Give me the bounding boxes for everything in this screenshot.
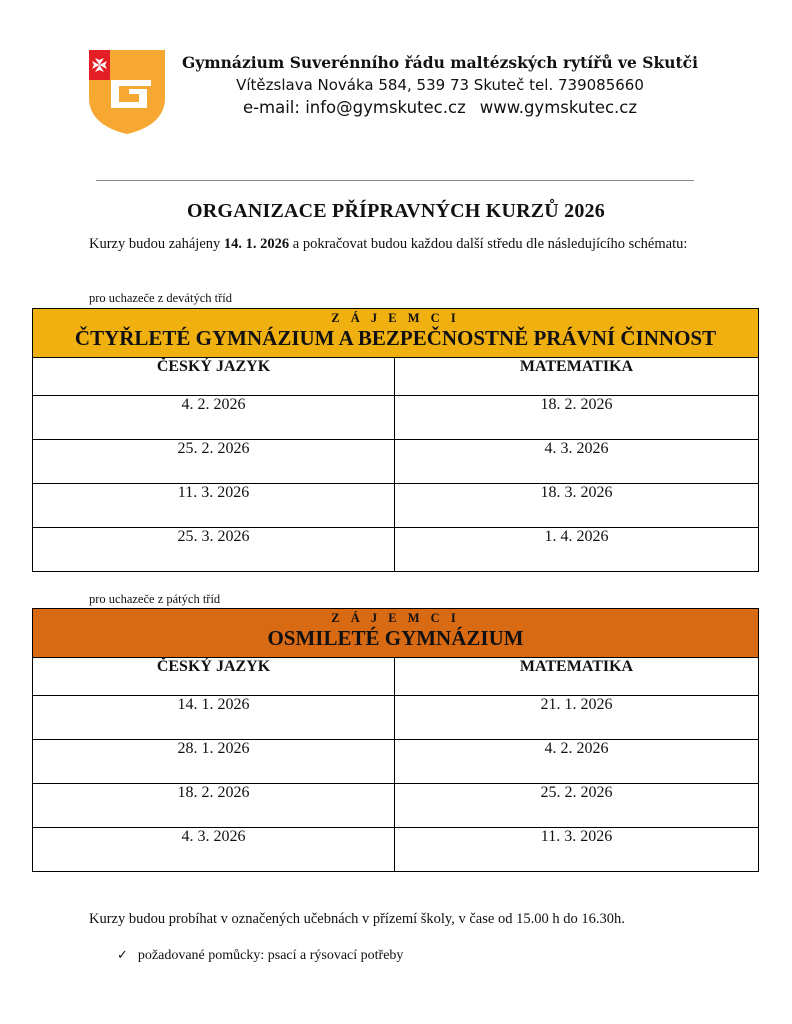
date-czech: 28. 1. 2026 <box>33 740 395 784</box>
date-math: 18. 2. 2026 <box>395 396 759 440</box>
group-label-fifth-grade: pro uchazeče z pátých tříd <box>89 592 221 606</box>
table-row <box>33 784 759 828</box>
date-czech: 11. 3. 2026 <box>33 484 395 528</box>
list-item <box>117 948 403 964</box>
table-header-row <box>33 609 759 658</box>
table-row <box>33 696 759 740</box>
table-row <box>33 740 759 784</box>
table-row <box>33 396 759 440</box>
date-math: 18. 3. 2026 <box>395 484 759 528</box>
date-czech: 4. 2. 2026 <box>33 396 395 440</box>
date-math: 25. 2. 2026 <box>395 784 759 828</box>
programme-name: OSMILETÉ GYMNÁZIUM <box>267 626 524 650</box>
date-math: 11. 3. 2026 <box>395 828 759 872</box>
table-row <box>33 484 759 528</box>
school-name: Gymnázium Suverénního řádu maltézských rytířů ve Skutči <box>182 53 698 72</box>
subject-math: MATEMATIKA <box>395 358 759 396</box>
school-address: Vítězslava Nováka 584, 539 73 Skuteč tel. 739085660 <box>236 76 644 94</box>
date-math: 4. 3. 2026 <box>395 440 759 484</box>
programme-header <box>33 609 759 658</box>
table-row <box>33 828 759 872</box>
contact-line <box>180 96 700 120</box>
programme-name: ČTYŘLETÉ GYMNÁZIUM A BEZPEČNOSTNĚ PRÁVNÍ ČINNOST <box>74 326 717 350</box>
date-czech: 25. 2. 2026 <box>33 440 395 484</box>
date-czech: 4. 3. 2026 <box>33 828 395 872</box>
intro-start-date: 14. 1. 2026 <box>223 236 290 252</box>
schedule-table-eight-year <box>32 608 759 872</box>
page-title: ORGANIZACE PŘÍPRAVNÝCH KURZŮ 2026 <box>187 200 605 222</box>
table-header-row <box>33 309 759 358</box>
interest-label: Z Á J E M C I <box>331 311 460 325</box>
subject-row <box>33 658 759 696</box>
subject-czech: ČESKÝ JAZYK <box>33 358 395 396</box>
schedule-table-four-year <box>32 308 759 572</box>
email[interactable]: e-mail: info@gymskutec.cz <box>242 98 466 117</box>
table-row <box>33 440 759 484</box>
date-czech: 18. 2. 2026 <box>33 784 395 828</box>
date-czech: 25. 3. 2026 <box>33 528 395 572</box>
check-icon: ✓ <box>117 948 128 963</box>
date-czech: 14. 1. 2026 <box>33 696 395 740</box>
school-logo <box>89 50 165 134</box>
website[interactable]: www.gymskutec.cz <box>479 98 638 117</box>
intro-before: Kurzy budou zahájeny <box>89 236 224 252</box>
subject-math: MATEMATIKA <box>395 658 759 696</box>
letterhead <box>180 52 700 120</box>
bullet-text: požadované pomůcky: psací a rýsovací potřeby <box>137 948 404 963</box>
course-info: Kurzy budou probíhat v označených učebnách v přízemí školy, v čase od 15.00 h do 16.30h. <box>89 911 625 927</box>
subject-czech: ČESKÝ JAZYK <box>33 658 395 696</box>
date-math: 1. 4. 2026 <box>395 528 759 572</box>
header-divider <box>96 180 694 181</box>
interest-label: Z Á J E M C I <box>331 611 460 625</box>
intro-after: a pokračovat budou každou další středu dle následujícího schématu: <box>289 236 688 252</box>
date-math: 21. 1. 2026 <box>395 696 759 740</box>
subject-row <box>33 358 759 396</box>
group-label-ninth-grade: pro uchazeče z devátých tříd <box>89 291 232 305</box>
date-math: 4. 2. 2026 <box>395 740 759 784</box>
programme-header <box>33 309 759 358</box>
table-row <box>33 528 759 572</box>
intro-paragraph <box>89 235 729 253</box>
